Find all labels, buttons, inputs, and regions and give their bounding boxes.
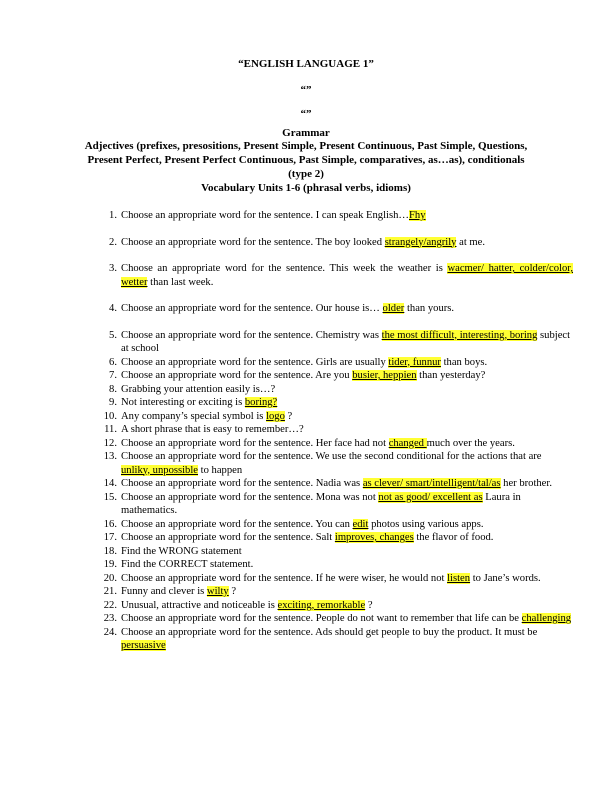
question-text: Choose an appropriate word for the sentence. Are you [121, 370, 353, 381]
answer-highlight: busier, heppien [352, 370, 417, 381]
question-text: Choose an appropriate word for the sentence. Our house is… [121, 303, 383, 314]
answer-highlight: improves, changes [334, 532, 414, 543]
question-text-end: the flavor of food. [413, 532, 494, 543]
question-number: 15. [103, 491, 117, 503]
question-text: Choose an appropriate word for the sentence. Nadia was [121, 478, 363, 489]
answer-highlight: boring? [244, 397, 278, 408]
question-text-end: much over the years. [426, 437, 515, 449]
question-text-end: photos using various apps. [368, 518, 484, 530]
answer-highlight: unliky, unpossible [121, 464, 199, 476]
question-number: 3. [109, 263, 117, 274]
list-item [103, 450, 573, 477]
question-text: A short phrase that is easy to remember…? [121, 424, 304, 435]
question-text: Choose an appropriate word for the sentence. You can [121, 518, 353, 530]
question-text-end: subject at school [121, 329, 571, 354]
list-item [103, 518, 573, 532]
quote-line: “” [300, 108, 312, 120]
question-number: 8. [109, 383, 117, 395]
list-item [109, 236, 573, 250]
question-text: Choose an appropriate word for the sentence. Mona was not [121, 491, 379, 503]
list-item [103, 410, 573, 424]
list-item [104, 423, 573, 437]
answer-highlight: strangely/angrily [384, 236, 457, 248]
question-number: 20. [103, 572, 117, 584]
list-item [103, 626, 573, 653]
question-text-end: than boys. [440, 356, 488, 368]
question-number: 16. [103, 518, 117, 530]
list-item [109, 356, 573, 370]
answer-highlight: changed [388, 437, 427, 449]
question-text-end: than yours. [404, 303, 455, 314]
question-number: 22. [103, 599, 117, 611]
question-text: Find the WRONG statement [121, 545, 242, 557]
question-text: Find the CORRECT statement. [121, 559, 254, 570]
answer-highlight: wilty [206, 586, 229, 597]
question-text-end: to Jane’s words. [470, 572, 541, 584]
question-text-end: at me. [456, 236, 486, 248]
question-number: 21. [103, 586, 117, 597]
question-number: 11. [104, 424, 117, 435]
list-item [103, 585, 573, 599]
question-text: Choose an appropriate word for the sentence. If he were wiser, he would not [121, 572, 448, 584]
question-text: Choose an appropriate word for the sentence. People do not want to remember that life can be [121, 613, 522, 624]
answer-highlight: tider, funnur [388, 356, 441, 368]
list-item [109, 209, 573, 223]
question-number: 2. [109, 236, 117, 248]
answer-highlight: older [382, 303, 405, 314]
question-number: 10. [103, 410, 117, 422]
list-item [109, 396, 573, 410]
question-number: 5. [109, 329, 117, 341]
question-text: Funny and clever is [121, 586, 207, 597]
question-text: Grabbing your attention easily is…? [121, 383, 276, 395]
question-text-end: to happen [198, 464, 243, 476]
answer-highlight: edit [352, 518, 369, 530]
question-number: 7. [109, 370, 117, 381]
list-item [109, 302, 573, 316]
quote-line: “” [300, 84, 312, 96]
question-text: Unusual, attractive and noticeable is [121, 599, 278, 611]
grammar-heading: Grammar [282, 127, 330, 139]
question-text: Choose an appropriate word for the sentence. This week the weather is [121, 263, 448, 274]
answer-highlight: exciting, remorkable [277, 599, 366, 611]
question-text-end: than last week. [147, 276, 214, 288]
question-text: Choose an appropriate word for the sentence. We use the second conditional for the actions that are [121, 451, 542, 462]
list-item [103, 437, 573, 451]
answer-highlight: as clever/ smart/intelligent/tal/as [362, 478, 501, 489]
question-text-end: ? [284, 410, 293, 422]
answer-highlight: wacmer/ hatter, colder/color, wetter [121, 263, 573, 288]
question-text: Not interesting or exciting is [121, 397, 245, 408]
question-number: 19. [103, 559, 117, 570]
list-item [109, 329, 573, 356]
answer-highlight: not as good/ excellent as [378, 491, 483, 503]
question-number: 14. [103, 478, 117, 489]
list-item [103, 531, 573, 545]
question-text: Choose an appropriate word for the sentence. Her face had not [121, 437, 389, 449]
question-text: Choose an appropriate word for the sentence. Girls are usually [121, 356, 389, 368]
question-text: Choose an appropriate word for the sentence. I can speak English… [121, 210, 409, 221]
answer-highlight: Fhy [409, 210, 426, 221]
list-item [103, 572, 573, 586]
answer-highlight: challenging [521, 613, 572, 624]
question-list [103, 209, 573, 653]
question-number: 9. [109, 397, 117, 408]
question-text-end: than yesterday? [416, 370, 486, 381]
question-text-end: Laura in mathematics. [121, 491, 521, 516]
list-item [109, 369, 573, 383]
question-number: 13. [103, 451, 117, 462]
list-item [103, 477, 573, 491]
grammar-topics: Adjectives (prefixes, presositions, Present Simple, Present Continuous, Past Simple, Questions, [84, 140, 528, 152]
list-item [109, 262, 573, 289]
grammar-topics: Present Perfect, Present Perfect Continuous, Past Simple, comparatives, as…as), conditionals [87, 154, 525, 166]
list-item [103, 599, 573, 613]
list-item [103, 491, 573, 518]
list-item [109, 383, 573, 397]
grammar-topics: (type 2) [288, 168, 324, 180]
question-text: Choose an appropriate word for the sentence. The boy looked [121, 236, 385, 248]
question-text-end: ? [365, 599, 373, 611]
question-text-end: ? [228, 586, 237, 597]
question-text: Choose an appropriate word for the sentence. Chemistry was [121, 329, 382, 341]
list-item [103, 545, 573, 559]
list-item [103, 612, 573, 626]
answer-highlight: listen [447, 572, 471, 584]
answer-highlight: logo [266, 410, 285, 422]
question-number: 18. [103, 545, 117, 557]
list-item [103, 558, 573, 572]
question-text: Choose an appropriate word for the sentence. Salt [121, 532, 335, 543]
question-number: 23. [103, 613, 117, 624]
question-number: 4. [109, 303, 117, 314]
question-text-end: her brother. [500, 478, 552, 489]
question-number: 17. [103, 532, 117, 543]
question-text: Any company’s special symbol is [121, 410, 267, 422]
answer-highlight: the most difficult, interesting, boring [381, 329, 538, 341]
question-text: Choose an appropriate word for the sentence. Ads should get people to buy the product. It must be [121, 626, 538, 638]
question-number: 6. [109, 356, 117, 368]
answer-highlight: persuasive [121, 640, 166, 651]
question-number: 24. [103, 626, 117, 638]
question-number: 1. [109, 210, 117, 221]
document-title: “ENGLISH LANGUAGE 1” [238, 58, 374, 70]
vocabulary-heading: Vocabulary Units 1-6 (phrasal verbs, idioms) [201, 182, 411, 194]
question-number: 12. [103, 437, 117, 449]
